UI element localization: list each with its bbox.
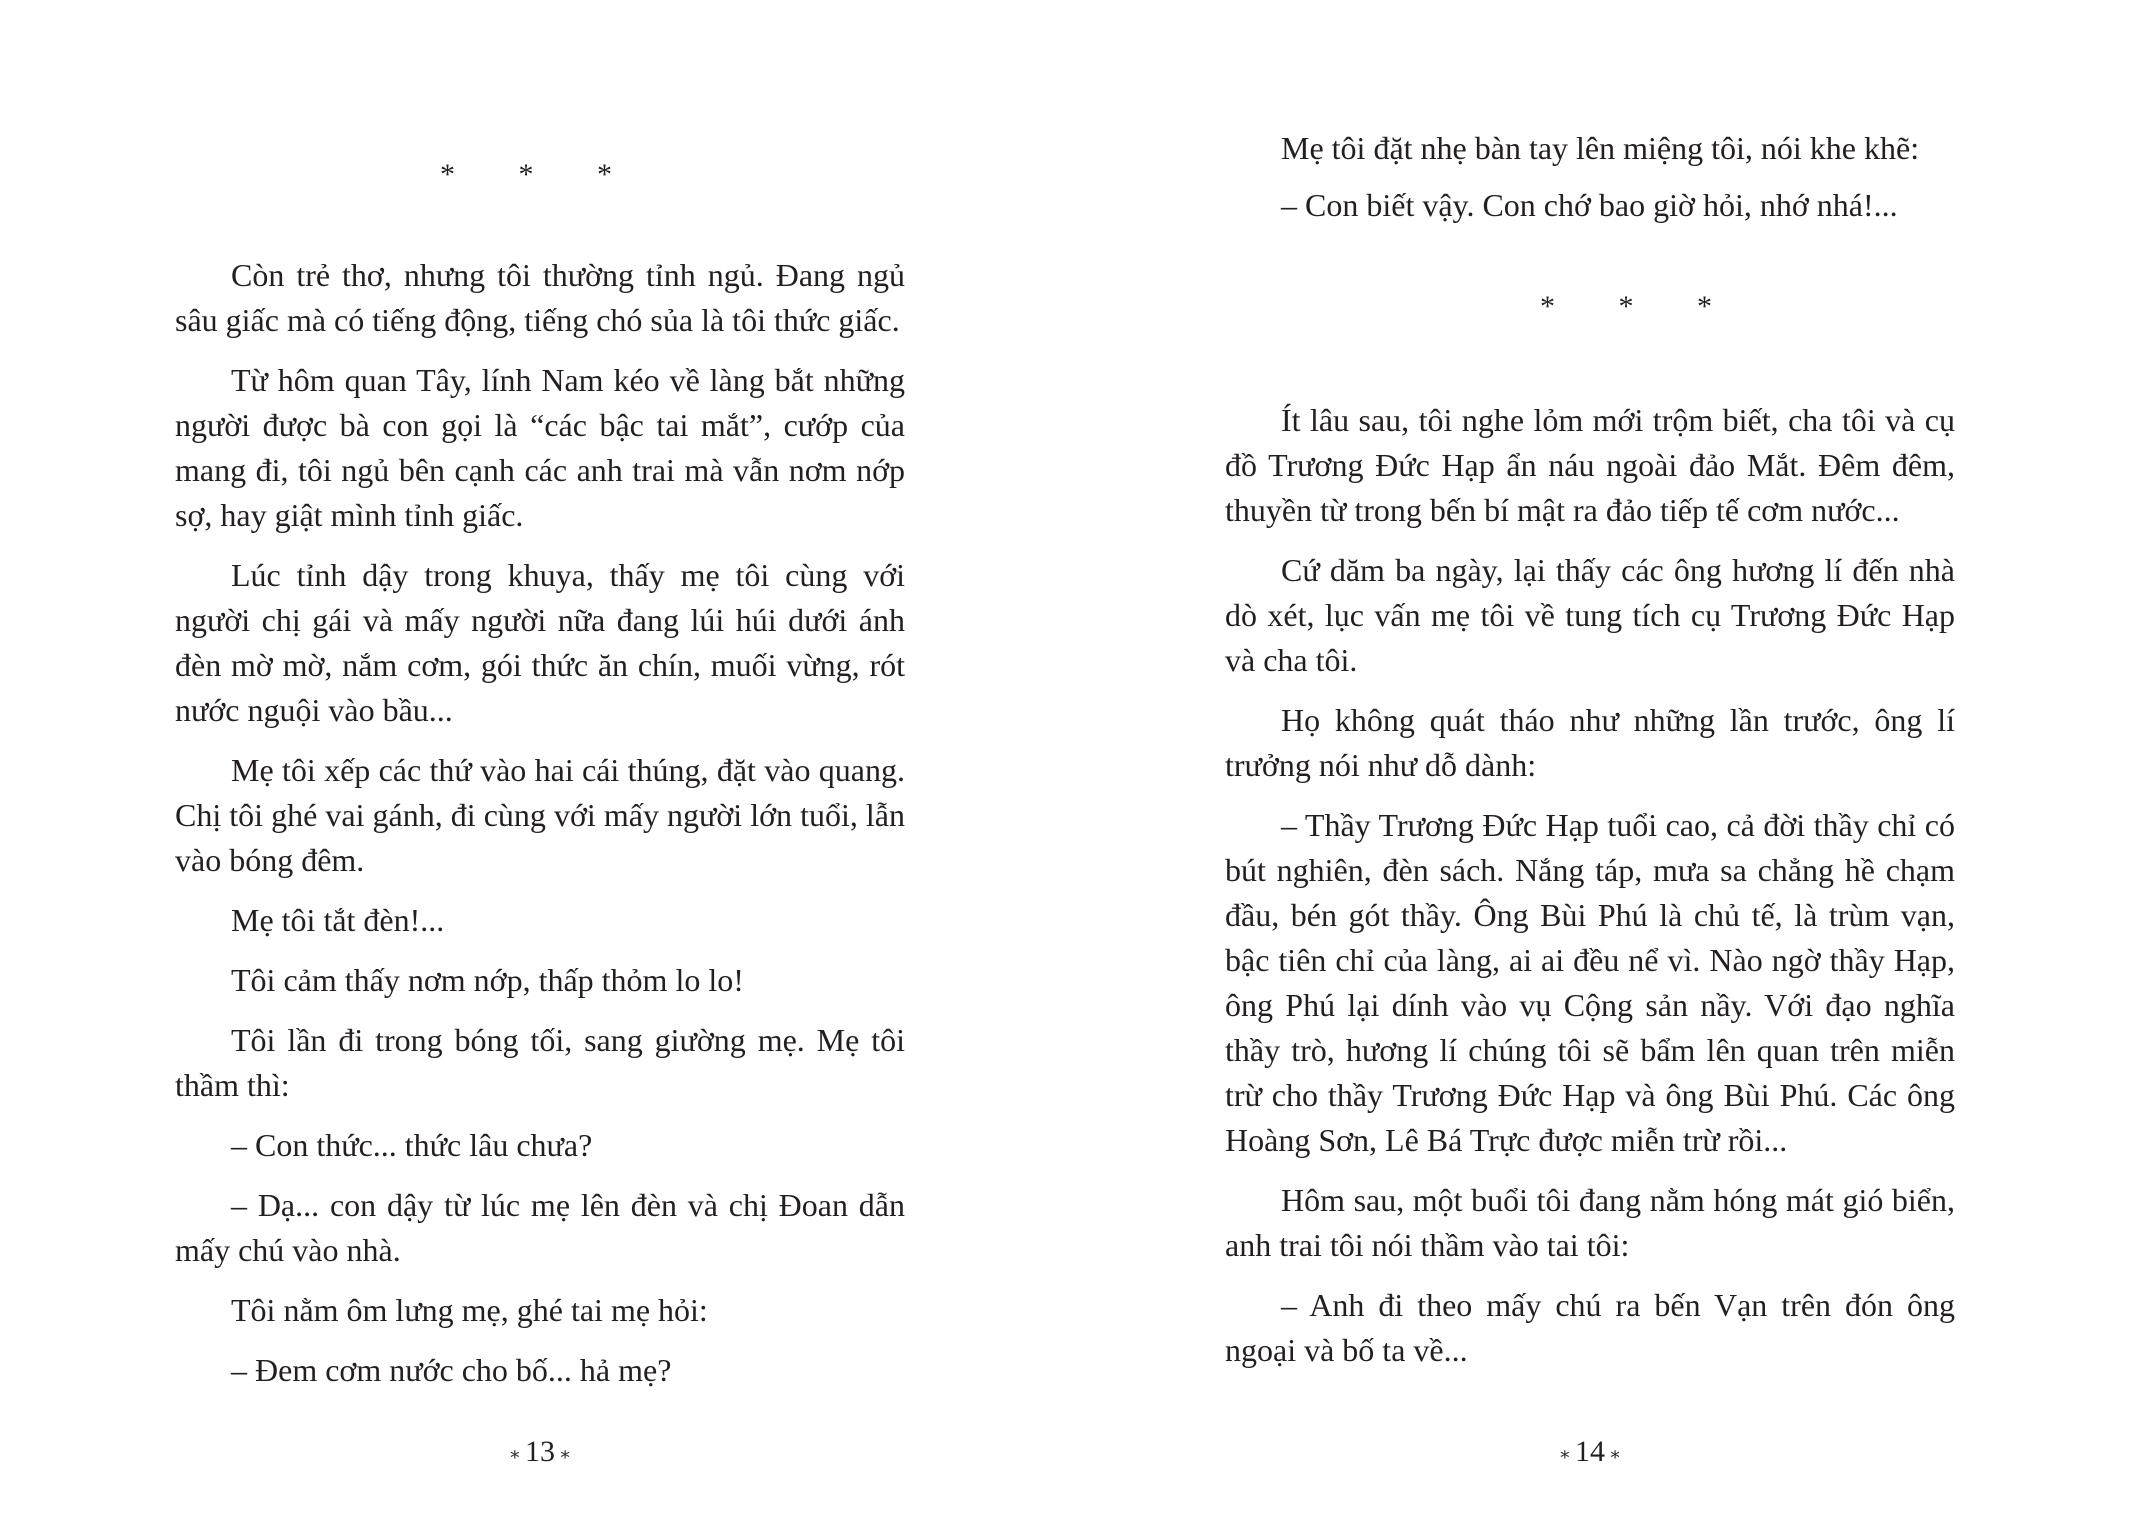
paragraph: – Con thức... thức lâu chưa?: [231, 1127, 593, 1163]
paragraph: Từ hôm quan Tây, lính Nam kéo về làng bắt những người được bà con gọi là “các bậc tai mắt”, cướp của mang đi, tôi ngủ bên cạnh các anh trai mà vẫn nơm nớp sợ, hay giật mình tỉnh giấc.: [175, 362, 905, 533]
paragraph: Ít lâu sau, tôi nghe lỏm mới trộm biết, cha tôi và cụ đồ Trương Đức Hạp ẩn náu ngoài đảo Mắt. Đêm đêm, thuyền từ trong bến bí mật ra đảo tiếp tế cơm nước...: [1225, 402, 1955, 528]
page-number-ornament: ∗: [1558, 1444, 1571, 1465]
right-page: [1070, 0, 2139, 1528]
page-number-ornament: ∗: [1609, 1444, 1622, 1465]
paragraph: Tôi nằm ôm lưng mẹ, ghé tai mẹ hỏi:: [231, 1292, 708, 1328]
paragraph: Mẹ tôi tắt đèn!...: [231, 902, 445, 938]
paragraph: Tôi lần đi trong bóng tối, sang giường mẹ. Mẹ tôi thầm thì:: [175, 1022, 905, 1103]
paragraph: – Thầy Trương Đức Hạp tuổi cao, cả đời thầy chỉ có bút nghiên, đèn sách. Nắng táp, mưa sa chẳng hề chạm đầu, bén gót thầy. Ông Bùi Phú là chủ tế, là trùm vạn, bậc tiên chỉ của làng, ai ai đều nể vì. Nào ngờ thầy Hạp, ông Phú lại dính vào vụ Cộng sản nầy. Với đạo nghĩa thầy trò, hương lí chúng tôi sẽ bẩm lên quan trên miễn trừ cho thầy Trương Đức Hạp và ông Bùi Phú. Các ông Hoàng Sơn, Lê Bá Trực được miễn trừ rồi...: [1225, 807, 1955, 1158]
page-number-ornament: ∗: [508, 1444, 521, 1465]
paragraph: Cứ dăm ba ngày, lại thấy các ông hương lí đến nhà dò xét, lục vấn mẹ tôi về tung tích cụ Trương Đức Hạp và cha tôi.: [1225, 552, 1955, 678]
right-page-continuation: [1225, 126, 1955, 240]
paragraph: Họ không quát tháo như những lần trước, ông lí trưởng nói như dỗ dành:: [1225, 702, 1955, 783]
paragraph: – Đem cơm nước cho bố... hả mẹ?: [231, 1352, 672, 1388]
paragraph: Tôi cảm thấy nơm nớp, thấp thỏm lo lo!: [231, 962, 744, 998]
paragraph: Hôm sau, một buổi tôi đang nằm hóng mát gió biển, anh trai tôi nói thầm vào tai tôi:: [1225, 1182, 1955, 1263]
page-number: [1510, 1432, 1670, 1474]
right-page-text: [1225, 398, 1955, 1388]
section-separator: * * *: [1540, 290, 1740, 323]
page-number-value: 14: [1575, 1435, 1605, 1468]
left-page-text: [175, 253, 905, 1408]
paragraph: Mẹ tôi xếp các thứ vào hai cái thúng, đặt vào quang. Chị tôi ghé vai gánh, đi cùng với mấy người lớn tuổi, lẫn vào bóng đêm.: [175, 752, 905, 878]
page-number: [460, 1432, 620, 1474]
page-number-ornament: ∗: [559, 1444, 572, 1465]
page-number-value: 13: [525, 1435, 555, 1468]
paragraph: Lúc tỉnh dậy trong khuya, thấy mẹ tôi cùng với người chị gái và mấy người nữa đang lúi húi dưới ánh đèn mờ mờ, nắm cơm, gói thức ăn chín, muối vừng, rót nước nguội vào bầu...: [175, 557, 905, 728]
paragraph: – Con biết vậy. Con chớ bao giờ hỏi, nhớ nhá!...: [1281, 187, 1898, 223]
paragraph: – Anh đi theo mấy chú ra bến Vạn trên đón ông ngoại và bố ta về...: [1225, 1287, 1955, 1368]
paragraph: Mẹ tôi đặt nhẹ bàn tay lên miệng tôi, nói khe khẽ:: [1281, 130, 1920, 166]
section-separator: * * *: [440, 158, 640, 191]
left-page: [0, 0, 1069, 1528]
paragraph: – Dạ... con dậy từ lúc mẹ lên đèn và chị Đoan dẫn mấy chú vào nhà.: [175, 1187, 905, 1268]
paragraph: Còn trẻ thơ, nhưng tôi thường tỉnh ngủ. Đang ngủ sâu giấc mà có tiếng động, tiếng chó sủa là tôi thức giấc.: [175, 257, 905, 338]
